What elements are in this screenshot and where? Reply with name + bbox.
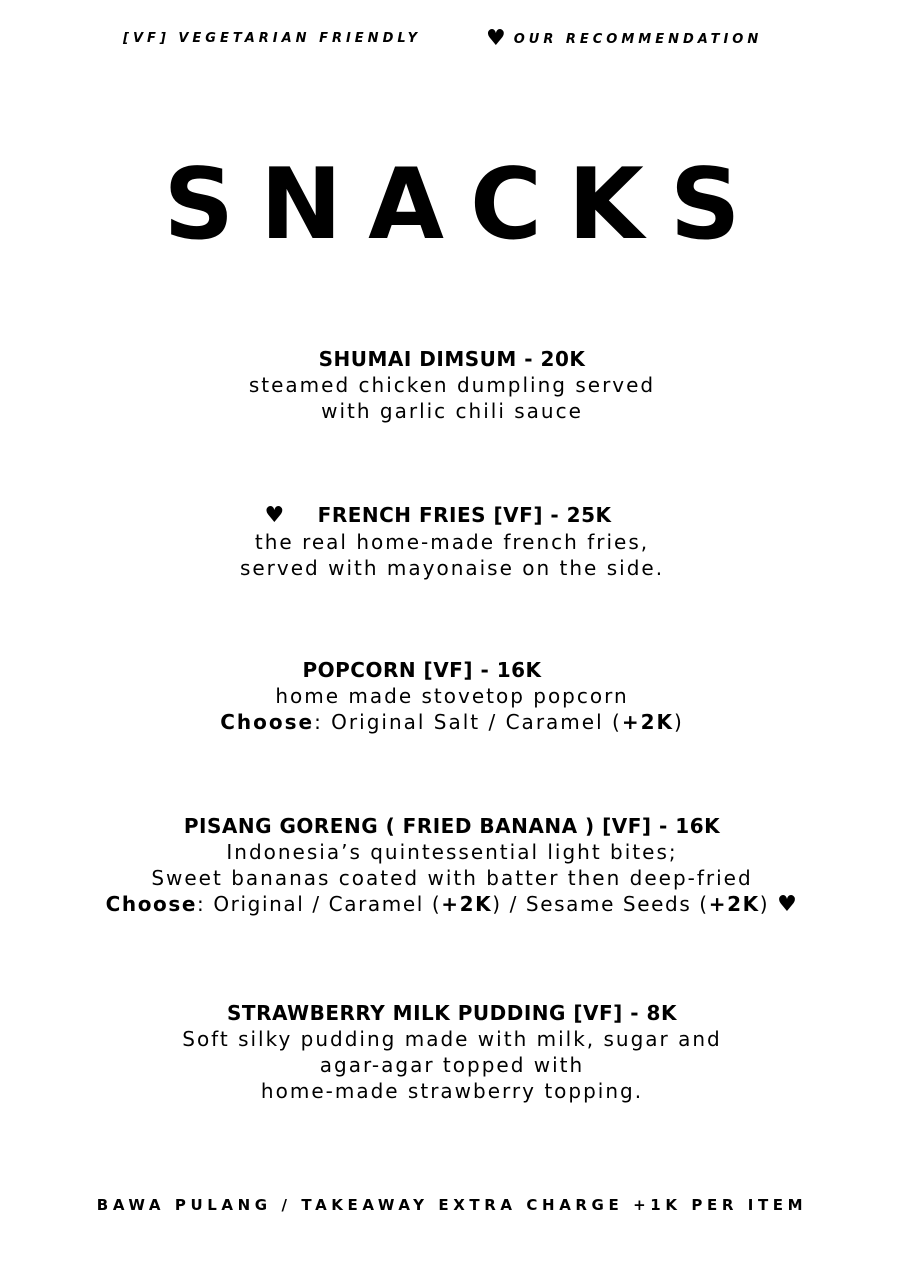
menu-item-pisang-goreng [0,813,904,918]
item-desc-line: with garlic chili sauce [321,399,583,423]
extra-price: +2K [708,892,760,916]
heart-icon: ♥ [264,503,285,528]
item-desc-line: served with mayonaise on the side. [239,556,665,580]
choose-text: ) / Sesame Seeds ( [492,892,709,916]
legend-vegetarian: [VF] VEGETARIAN FRIENDLY [123,31,422,46]
extra-price: +2K [621,710,674,734]
menu-item-popcorn [0,657,904,735]
item-desc-line: the real home-made french fries, [254,530,650,554]
menu-legend [0,26,904,51]
choose-text: ) [673,710,684,734]
item-desc-line: Sweet bananas coated with batter then deep-fried [151,866,753,890]
item-name: STRAWBERRY MILK PUDDING [VF] - 8K [227,1001,677,1025]
menu-item-french-fries [0,502,904,581]
item-desc-line: Indonesia’s quintessential light bites; [226,840,678,864]
legend-recommendation [486,26,763,51]
item-desc-line: steamed chicken dumpling served [248,373,656,397]
choose-text: ) [759,892,770,916]
item-name: FRENCH FRIES [VF] - 25K [317,503,612,527]
menu-item-strawberry-pudding [0,1000,904,1104]
menu-item-shumai [0,346,904,424]
choose-label: Choose [220,710,315,734]
item-choose-line [0,891,904,918]
takeaway-note: BAWA PULANG / TAKEAWAY EXTRA CHARGE +1K PER ITEM [96,1196,808,1214]
legend-recommendation-label: OUR RECOMMENDATION [513,31,763,47]
heart-icon: ♥ [777,892,799,917]
item-desc-line: Soft silky pudding made with milk, sugar and [182,1027,722,1051]
item-desc-line: home-made strawberry topping. [260,1079,644,1103]
item-name: POPCORN [VF] - 16K [302,658,542,682]
item-name: PISANG GORENG ( FRIED BANANA ) [VF] - 16K [183,814,721,838]
heart-icon: ♥ [486,26,506,51]
page-title: SNACKS [163,148,767,262]
choose-text: : Original Salt / Caramel ( [314,710,622,734]
item-name: SHUMAI DIMSUM - 20K [318,347,586,371]
item-desc-line: home made stovetop popcorn [275,684,629,708]
choose-label: Choose [105,892,198,916]
item-desc-line: agar-agar topped with [319,1053,585,1077]
extra-price: +2K [441,892,493,916]
choose-text: : Original / Caramel ( [197,892,442,916]
item-name-row [0,502,890,529]
item-choose-line [0,709,904,735]
